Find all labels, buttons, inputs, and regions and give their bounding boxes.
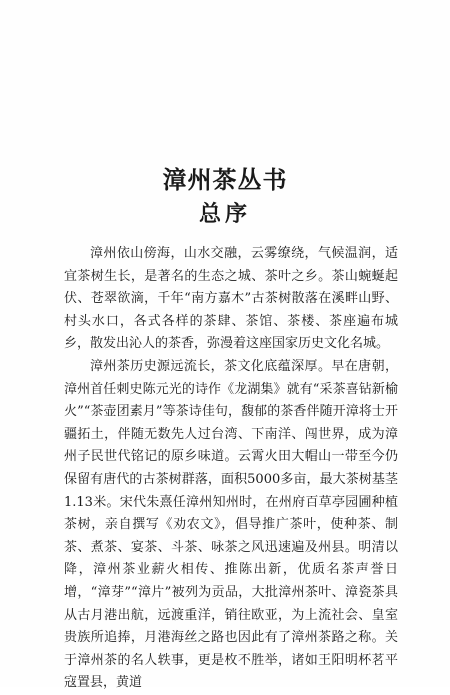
paragraph-2: 漳州茶历史源远流长，茶文化底蕴深厚。早在唐朝，漳州首任刺史陈元光的诗作《龙湖集》就有“采茶喜钻新榆火”“茶壶团素月”等茶诗佳句，馥郁的茶香伴随开漳将士开疆拓土，伴随无数先人过台湾、下南洋、闯世界，成为漳州子民世代铭记的原乡味道。云霄火田大帽山一带至今仍保留有唐代的古茶树群落，面积5000多亩，最大茶树基茎1.13米。宋代朱熹任漳州知州时，在州府百草亭园圃种植茶树，亲自撰写《劝农文》，倡导推广茶叶，使种茶、制茶、煮茶、宴茶、斗茶、咏茶之风迅速遍及州县。明清以降，漳州茶业薪火相传、推陈出新，优质名茶声誉日增，“漳芽”“漳片”被列为贡品，大批漳州茶叶、漳瓷茶具从古月港出航，远渡重洋，销往欧亚，为上流社会、皇室贵族所追捧，月港海丝之路也因此有了漳州茶路之称。关于漳州茶的名人轶事，更是枚不胜举，诸如王阳明杯茗平寇置县，黄道 <box>64 358 398 691</box>
body-text <box>64 243 398 695</box>
page-title: 漳州茶丛书 <box>162 166 288 194</box>
section-heading: 总序 <box>198 202 251 227</box>
paragraph-1: 漳州依山傍海，山水交融，云雾缭绕，气候温润，适宜茶树生长，是著名的生态之城、茶叶之乡。茶山蜿蜒起伏、苍翠欲滴，千年“南方嘉木”古茶树散落在溪畔山野、村头水口，各式各样的茶肆、茶馆、茶楼、茶座遍布城乡，散发出沁人的茶香，弥漫着这座国家历史文化名城。 <box>64 246 398 352</box>
